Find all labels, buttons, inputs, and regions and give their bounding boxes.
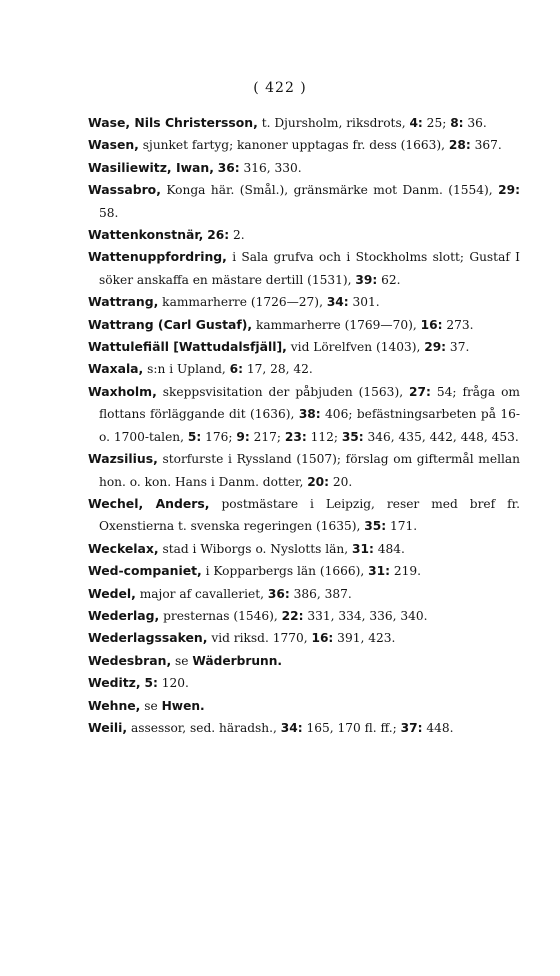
- entry-headword: Wassabro,: [88, 182, 161, 198]
- index-entry: [88, 560, 520, 582]
- entry-references: major af cavalleriet, 36: 386, 387.: [135, 586, 352, 601]
- index-entry: [88, 246, 520, 291]
- entry-references: 5: 120.: [144, 676, 189, 691]
- entry-references: i Sala grufva och i Stockholms slott; Gustaf I söker anskaffa en mästare dertill (1531), 39: 62.: [99, 250, 520, 287]
- index-entry: [88, 358, 520, 380]
- entry-headword: Weili,: [88, 719, 128, 735]
- index-entry: [88, 627, 520, 649]
- index-entry: [88, 134, 520, 156]
- entry-headword: Wedesbran,: [88, 652, 172, 668]
- index-entries: [88, 112, 520, 739]
- entry-headword: Wehne,: [88, 697, 141, 713]
- index-entry: [88, 605, 520, 627]
- entry-headword: Weditz,: [88, 675, 141, 691]
- index-entry: [88, 224, 520, 246]
- index-entry: [88, 695, 520, 717]
- index-entry: [88, 493, 520, 538]
- index-entry: [88, 448, 520, 493]
- entry-references: t. Djursholm, riksdrots, 4: 25; 8: 36.: [257, 116, 487, 130]
- entry-headword: Wederlagssaken,: [88, 630, 208, 646]
- entry-headword: Wederlag,: [88, 607, 160, 623]
- entry-headword: Wechel, Anders,: [88, 495, 210, 511]
- index-entry: [88, 157, 520, 179]
- entry-headword: Waxala,: [88, 361, 144, 377]
- entry-references: 26: 2.: [207, 228, 245, 243]
- entry-references: storfurste i Ryssland (1507); förslag om giftermål mellan hon. o. kon. Hans i Danm. dotter, 20: 20.: [99, 452, 520, 489]
- entry-references: vid riksd. 1770, 16: 391, 423.: [207, 631, 396, 646]
- entry-references: postmästare i Leipzig, reser med bref fr. Oxenstierna t. svenska regeringen (1635), 35: 171.: [99, 496, 520, 534]
- entry-headword: Wed-companiet,: [88, 563, 202, 579]
- index-entry: [88, 650, 520, 672]
- index-entry: [88, 314, 520, 336]
- entry-headword: Waxholm,: [88, 383, 157, 399]
- entry-headword: Wase, Nils Christersson,: [88, 115, 258, 130]
- entry-headword: Wasen,: [88, 137, 139, 153]
- index-entry: [88, 538, 520, 560]
- entry-references: assessor, sed. häradsh., 34: 165, 170 fl. ff.; 37: 448.: [127, 720, 454, 735]
- entry-headword: Wedel,: [88, 585, 136, 601]
- index-entry: [88, 291, 520, 313]
- index-entry: [88, 112, 520, 134]
- entry-references: stad i Wiborgs o. Nyslotts län, 31: 484.: [158, 541, 405, 556]
- index-entry: [88, 717, 520, 739]
- entry-headword: Weckelax,: [88, 540, 159, 556]
- entry-headword: Wattenkonstnär,: [88, 227, 204, 243]
- entry-references: 36: 316, 330.: [217, 160, 302, 175]
- entry-references: kammarherre (1769—70), 16: 273.: [252, 317, 474, 332]
- entry-references: sjunket fartyg; kanoner upptagas fr. dess (1663), 28: 367.: [138, 138, 502, 153]
- entry-headword: Wattrang (Carl Gustaf),: [88, 316, 253, 332]
- page-number: ( 422 ): [253, 80, 307, 96]
- entry-headword: Wazsilius,: [88, 451, 158, 467]
- entry-references: i Kopparbergs län (1666), 31: 219.: [201, 564, 421, 579]
- entry-references: Konga här. (Smål.), gränsmärke mot Danm. (1554), 29: 58.: [99, 183, 520, 220]
- entry-headword: Wattulefiäll [Wattudalsfjäll],: [88, 339, 287, 355]
- entry-references: skeppsvisitation der påbjuden (1563), 27: 54; fråga om flottans förläggande dit (1636), 38: 406; befästningsarbeten på 16- o. 1700-talen, 5: 176; 9: 217; 23: 112; 35: 346, 435, 442, 448, 453.: [99, 384, 520, 444]
- entry-references: se Hwen.: [140, 698, 205, 713]
- entry-headword: Wattrang,: [88, 294, 159, 310]
- index-entry: [88, 381, 520, 448]
- entry-headword: Wasiliewitz, Iwan,: [88, 159, 214, 175]
- entry-references: se Wäderbrunn.: [171, 653, 283, 668]
- entry-references: vid Lörelfven (1403), 29: 37.: [286, 340, 470, 355]
- index-entry: [88, 336, 520, 358]
- index-entry: [88, 583, 520, 605]
- entry-references: kammarherre (1726—27), 34: 301.: [158, 295, 380, 310]
- entry-references: s:n i Upland, 6: 17, 28, 42.: [143, 362, 313, 377]
- entry-headword: Wattenuppfordring,: [88, 249, 227, 265]
- index-entry: [88, 672, 520, 694]
- entry-references: presternas (1546), 22: 331, 334, 336, 340.: [159, 608, 428, 623]
- index-entry: [88, 179, 520, 224]
